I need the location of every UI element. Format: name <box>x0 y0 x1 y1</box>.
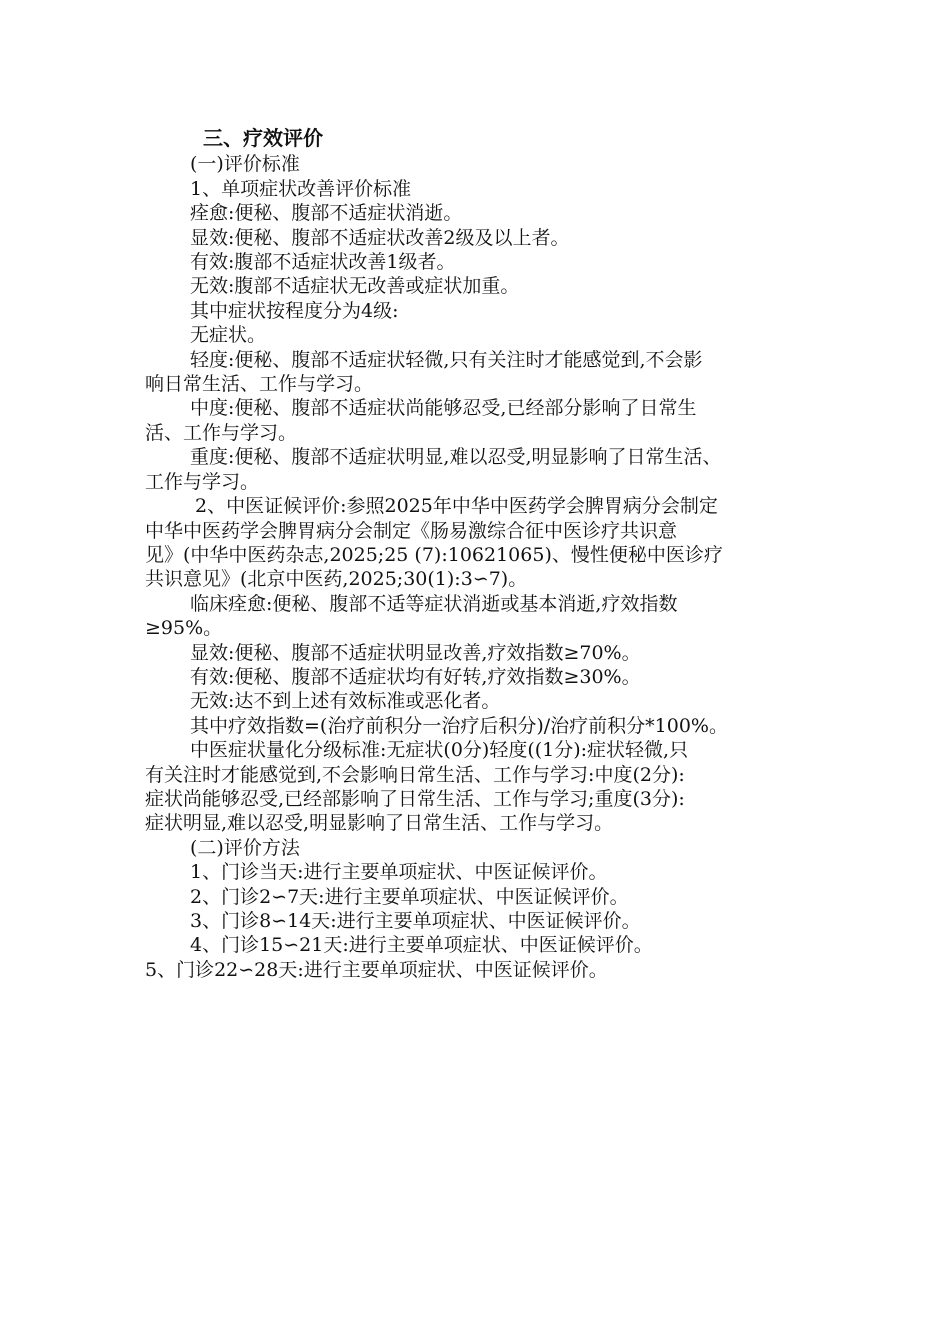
tcm-syndrome-line-2: 中华中医药学会脾胃病分会制定《肠易激综合征中医诊疗共识意 <box>145 519 678 542</box>
method-line: 3、门诊8∽14天:进行主要单项症状、中医证候评价。 <box>190 910 641 932</box>
tcm-criteria-line: 有效:便秘、腹部不适症状均有好转,疗效指数≥30%。 <box>190 665 641 688</box>
clinical-cure-line-1: 临床痊愈:便秘、腹部不适等症状消逝或基本消逝,疗效指数 <box>190 592 678 615</box>
quantification-line-3: 症状尚能够忍受,已经部影响了日常生活、工作与学习;重度(3分): <box>145 787 685 810</box>
method-line-5: 5、门诊22∽28天:进行主要单项症状、中医证候评价。 <box>145 958 608 981</box>
severe-line-1: 重度:便秘、腹部不适症状明显,难以忍受,明显影响了日常生活、 <box>190 446 722 469</box>
section-heading-methods: (二)评价方法 <box>190 836 300 859</box>
mild-line-2: 响日常生活、工作与学习。 <box>145 373 374 396</box>
clinical-cure-line-2: ≥95%。 <box>145 617 223 640</box>
tcm-criteria-line: 无效:达不到上述有效标准或恶化者。 <box>190 690 501 713</box>
efficacy-index-line: 其中疗效指数=(治疗前积分一治疗后积分)/治疗前积分*100%。 <box>190 714 728 737</box>
document-body <box>145 126 825 982</box>
moderate-line-1: 中度:便秘、腹部不适症状尚能够忍受,已经部分影响了日常生 <box>190 397 697 420</box>
criteria-line: 无症状。 <box>190 324 267 347</box>
criteria-line: 其中症状按程度分为4级: <box>190 299 399 322</box>
quantification-line-2: 有关注时才能感觉到,不会影响日常生活、工作与学习:中度(2分): <box>145 763 685 786</box>
criteria-line: 有效:腹部不适症状改善1级者。 <box>190 251 456 274</box>
mild-line-1: 轻度:便秘、腹部不适症状轻微,只有关注时才能感觉到,不会影 <box>190 348 703 371</box>
section-title: 三、疗效评价 <box>203 126 323 150</box>
tcm-syndrome-line-3: 见》(中华中医药杂志,2025;25 (7):10621065)、慢性便秘中医诊疗 <box>145 543 723 566</box>
tcm-syndrome-line-4: 共识意见》(北京中医药,2025;30(1):3∽7)。 <box>145 568 528 591</box>
tcm-criteria-line: 显效:便秘、腹部不适症状明显改善,疗效指数≥70%。 <box>190 641 641 664</box>
criteria-line: 显效:便秘、腹部不适症状改善2级及以上者。 <box>190 226 570 249</box>
subheading-single-symptom: 1、单项症状改善评价标准 <box>190 177 412 200</box>
section-heading-criteria: (一)评价标准 <box>190 153 300 176</box>
severe-line-2: 工作与学习。 <box>145 470 260 493</box>
tcm-syndrome-line-1: 2、中医证候评价:参照2025年中华中医药学会脾胃病分会制定 <box>195 495 718 518</box>
quantification-line-1: 中医症状量化分级标准:无症状(0分)轻度((1分):症状轻微,只 <box>190 739 689 762</box>
criteria-line: 痊愈:便秘、腹部不适症状消逝。 <box>190 202 463 225</box>
method-line: 1、门诊当天:进行主要单项症状、中医证候评价。 <box>190 861 608 884</box>
method-line: 2、门诊2∽7天:进行主要单项症状、中医证候评价。 <box>190 885 629 908</box>
quantification-line-4: 症状明显,难以忍受,明显影响了日常生活、工作与学习。 <box>145 812 614 835</box>
moderate-line-2: 活、工作与学习。 <box>145 421 298 444</box>
method-line: 4、门诊15∽21天:进行主要单项症状、中医证候评价。 <box>190 934 653 957</box>
criteria-line: 无效:腹部不适症状无改善或症状加重。 <box>190 275 520 298</box>
